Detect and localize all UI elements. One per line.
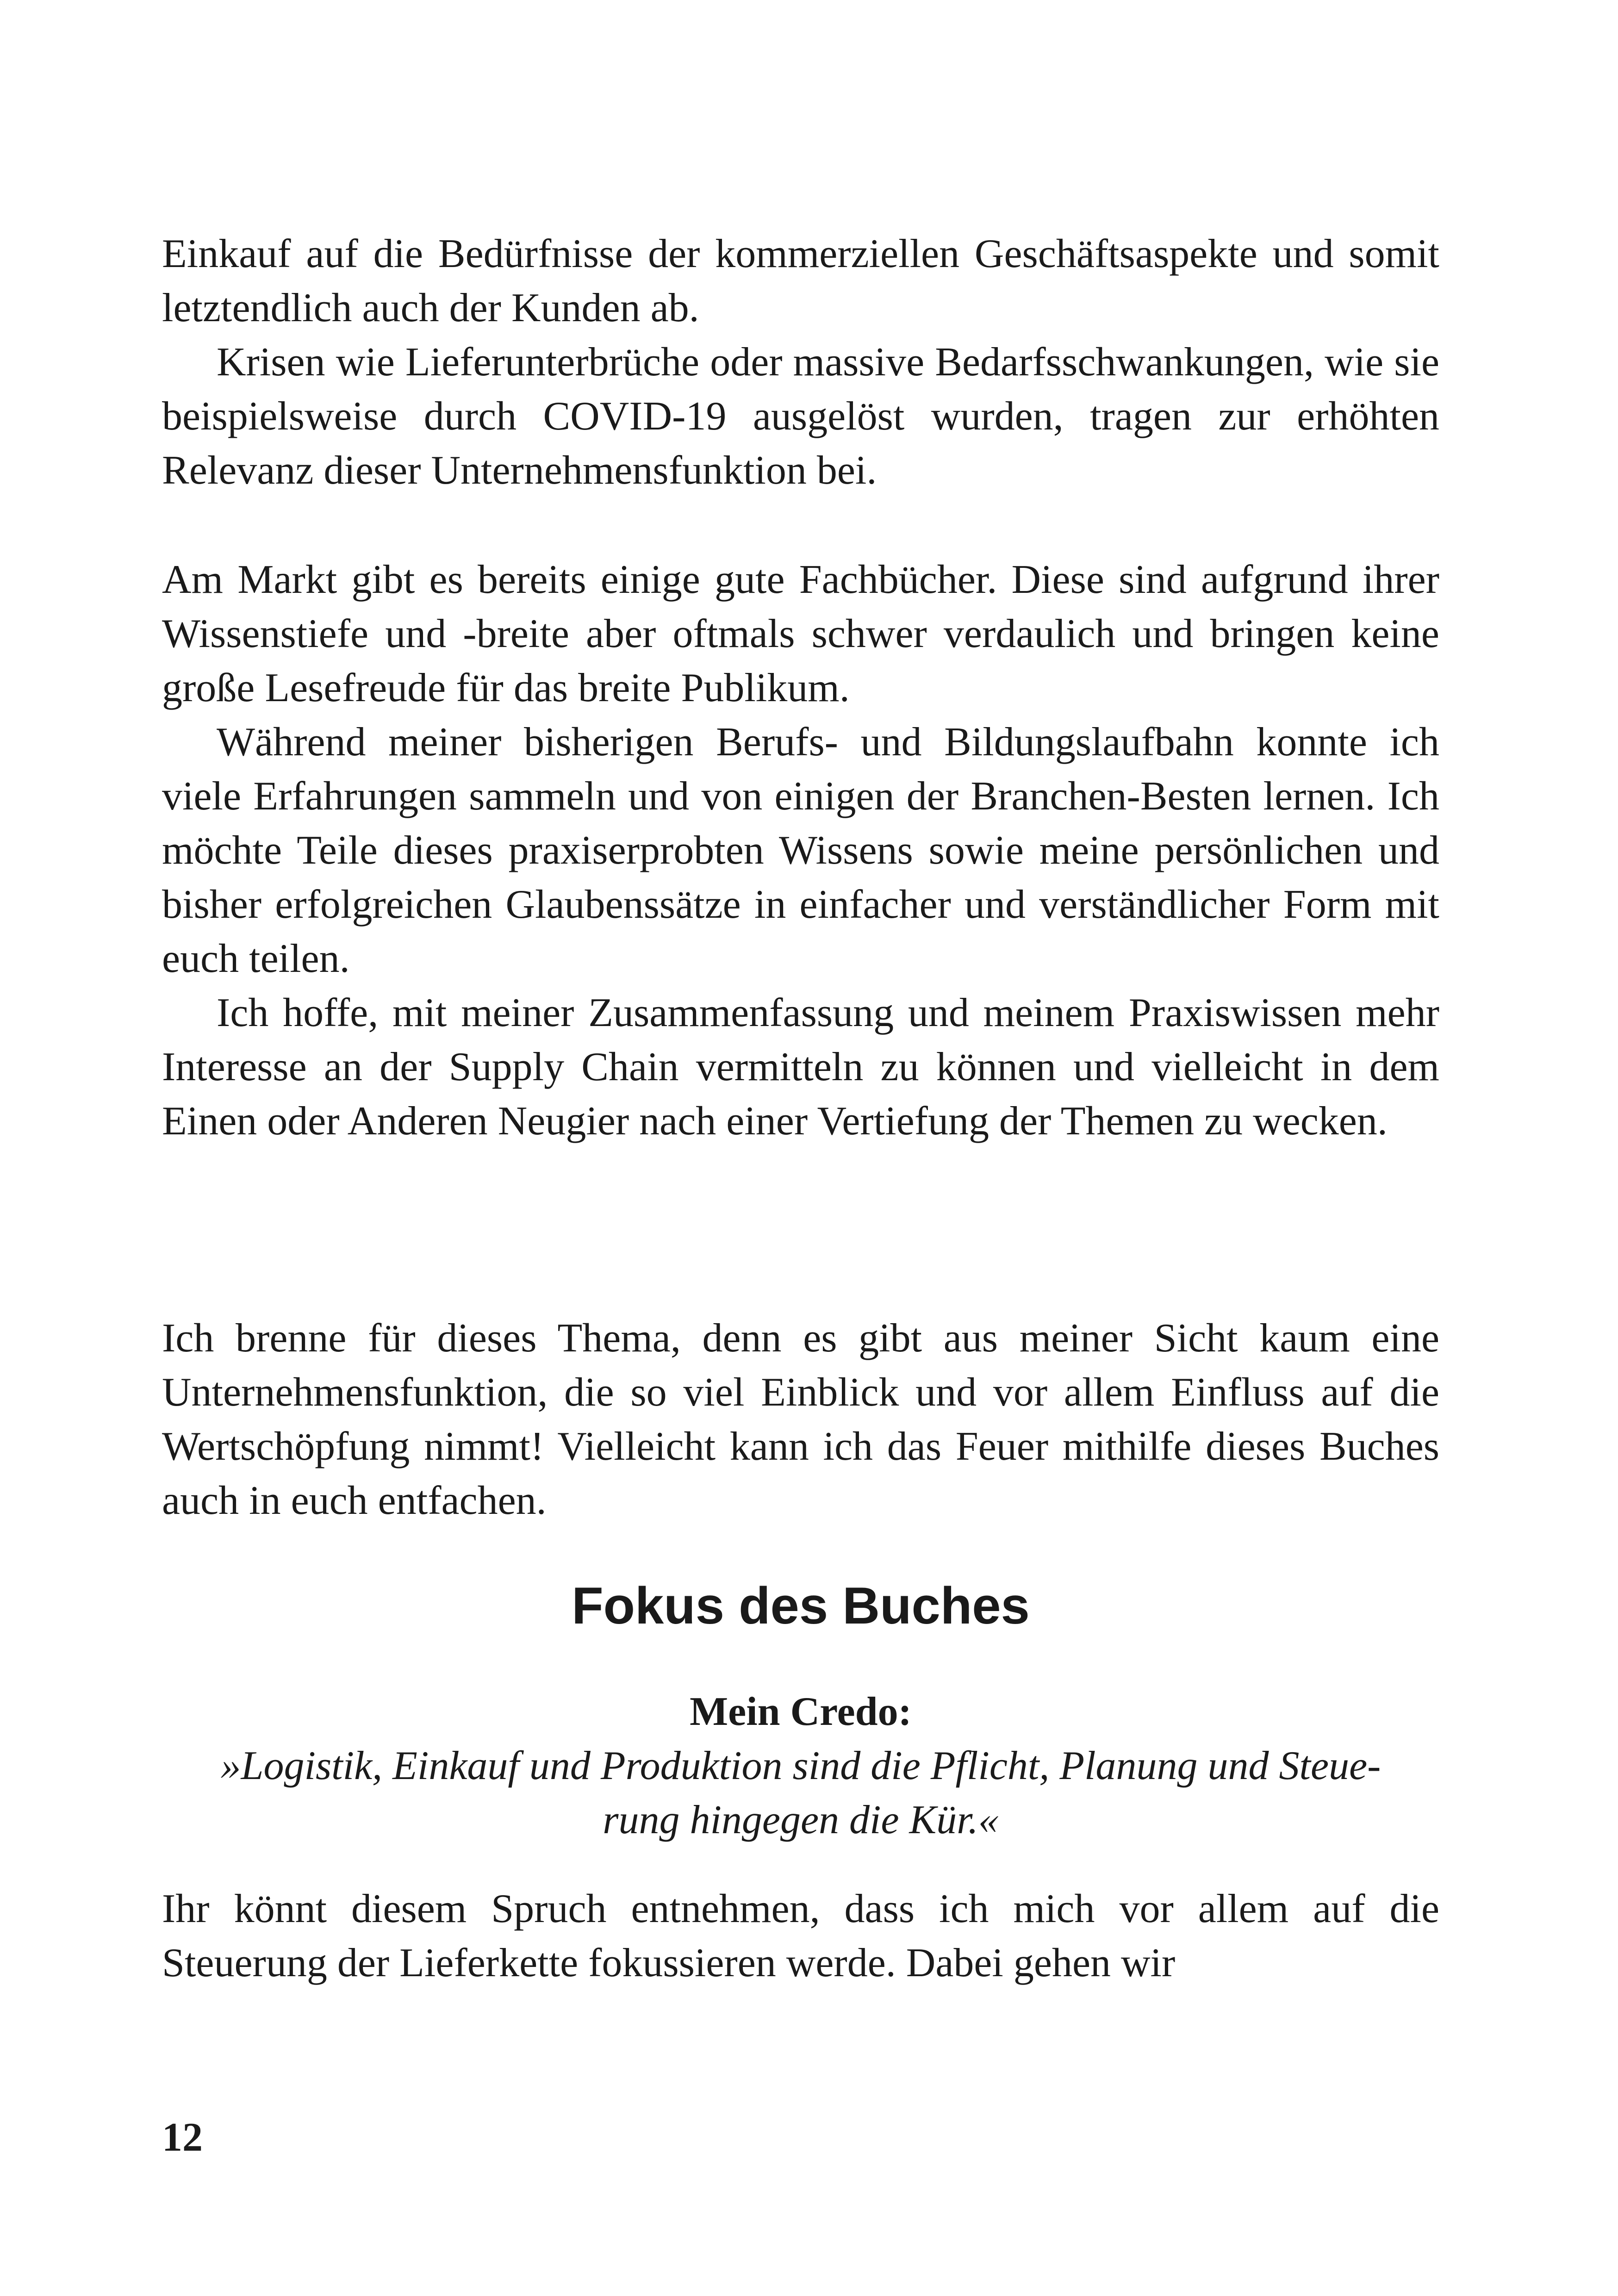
page-number: 12: [162, 2115, 203, 2160]
text-block-intro: [162, 227, 1439, 498]
paragraph: Ich hoffe, mit meiner Zusammenfassung und meinem Praxiswissen mehr Interesse an der Supply Chain vermitteln zu können und vielleicht in dem Einen oder Anderen Neugier nach einer Vertiefung der Themen zu wecken.: [162, 990, 1439, 1144]
section-heading: Fokus des Buches: [572, 1577, 1030, 1635]
credo-title: Mein Credo:: [690, 1689, 912, 1734]
paragraph: Ich brenne für dieses Thema, denn es gibt aus meiner Sicht kaum eine Unternehmensfunktion, die so viel Einblick und vor allem Einfluss auf die Wertschöpfung nimmt! Vielleicht kann ich das Feuer mithilfe dieses Buches auch in euch entfachen.: [162, 1316, 1439, 1523]
paragraph: Am Markt gibt es bereits einige gute Fachbücher. Diese sind aufgrund ihrer Wissenstiefe und -breite aber oftmals schwer verdaulich und bringen keine große Lesefreude für das breite Publikum.: [162, 557, 1439, 710]
paragraph: Ihr könnt diesem Spruch entnehmen, dass ich mich vor allem auf die Steuerung der Lieferkette fokussieren werde. Dabei gehen wir: [162, 1886, 1439, 1985]
paragraph: Krisen wie Lieferunterbrüche oder massive Bedarfsschwankungen, wie sie beispielsweise durch COVID-19 ausgelöst wurden, tragen zur erhöhten Relevanz dieser Unternehmensfunktion bei.: [162, 340, 1439, 493]
paragraph: Während meiner bisherigen Berufs- und Bildungslaufbahn konnte ich viele Erfahrungen sammeln und von einigen der Branchen-Besten lernen. Ich möchte Teile dieses praxiserprobten Wissens sowie meine persönlichen und bisher erfolgreichen Glaubenssätze in einfacher und verständlicher Form mit euch teilen.: [162, 720, 1439, 981]
text-block-passion: [162, 1311, 1439, 1528]
credo-quote: »Logistik, Einkauf und Produktion sind die Pflicht, Planung und Steuerung hingegen die Kür.«: [220, 1743, 1381, 1842]
text-block-focus: [162, 1882, 1439, 1990]
paragraph: Einkauf auf die Bedürfnisse der kommerziellen Geschäftsaspekte und somit letztendlich auch der Kunden ab.: [162, 231, 1439, 330]
text-block-motivation: [162, 553, 1439, 1148]
credo-block: [162, 1685, 1439, 1847]
